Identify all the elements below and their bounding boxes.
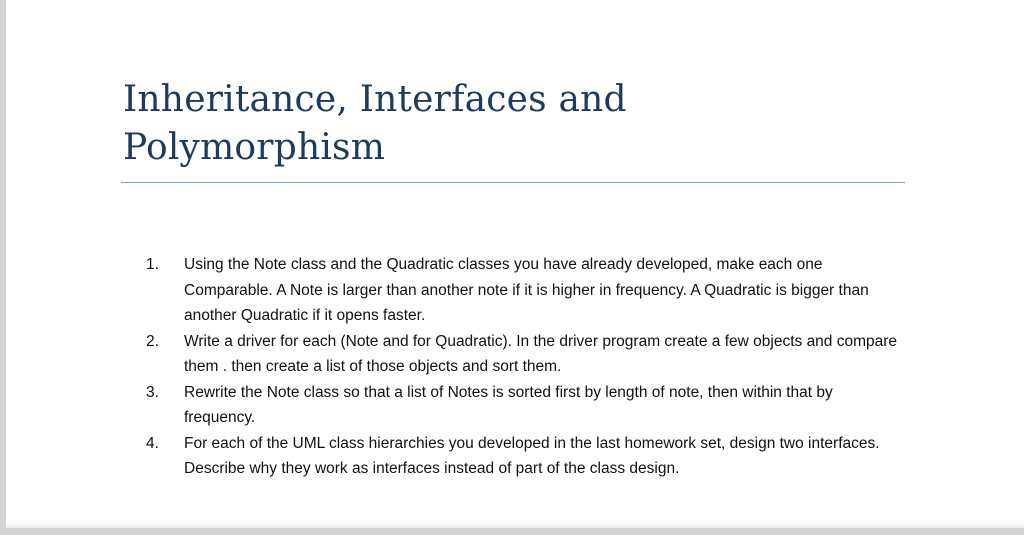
- page-edge-shadow: [6, 522, 1024, 528]
- document-title: Inheritance, Interfaces and Polymorphism: [123, 79, 627, 168]
- task-item-2: [146, 329, 906, 380]
- task-list: [146, 252, 906, 482]
- task-text: Rewrite the Note class so that a list of Notes is sorted first by length of note, then within that by frequency.: [184, 383, 833, 426]
- task-text: For each of the UML class hierarchies you developed in the last homework set, design two interfaces. Describe why they work as interfaces instead of part of the class design.: [184, 434, 880, 477]
- task-number: 4.: [146, 434, 159, 452]
- title-underline: [121, 182, 905, 183]
- task-item-4: [146, 431, 906, 482]
- task-text: Write a driver for each (Note and for Quadratic). In the driver program create a few objects and compare them . then create a list of those objects and sort them.: [184, 332, 898, 375]
- document-page: [6, 0, 1024, 528]
- task-number: 3.: [146, 383, 159, 401]
- task-item-3: [146, 380, 906, 431]
- task-text: Using the Note class and the Quadratic classes you have already developed, make each one Comparable. A Note is larger than another note if it is higher in frequency. A Quadratic is bigger than another Quadratic if it opens faster.: [184, 256, 869, 324]
- task-item-1: [146, 252, 906, 329]
- task-number: 2.: [146, 332, 159, 350]
- task-number: 1.: [146, 256, 159, 273]
